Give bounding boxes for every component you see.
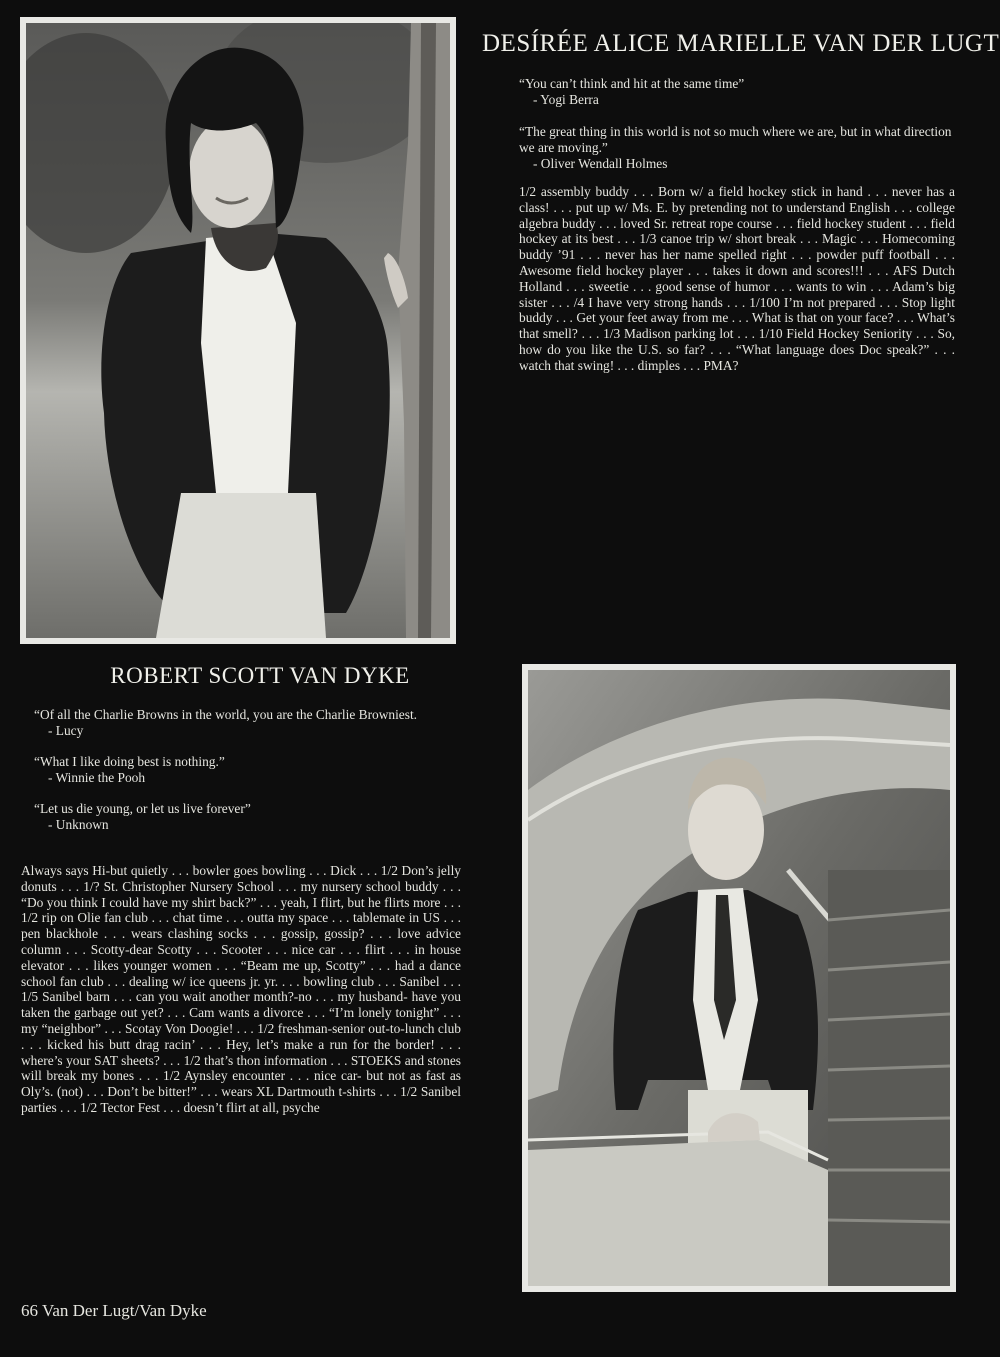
quote (519, 76, 956, 108)
quote (34, 801, 460, 833)
quote (34, 707, 460, 739)
quote-text: “Of all the Charlie Browns in the world, you are the Charlie Browniest. (34, 707, 418, 722)
portrait-image (26, 23, 450, 638)
quote-attribution: - Unknown (48, 817, 109, 832)
quotes-van-der-lugt (519, 76, 956, 188)
quote-text: “Let us die young, or let us live forever” (34, 801, 251, 816)
portrait-photo-van-der-lugt (20, 17, 456, 644)
page-footer: 66 Van Der Lugt/Van Dyke (21, 1301, 207, 1320)
quote-attribution: - Lucy (48, 723, 84, 738)
quote (519, 124, 956, 172)
portrait-photo-van-dyke (522, 664, 956, 1292)
quote-text: “What I like doing best is nothing.” (34, 754, 225, 769)
portrait-image (528, 670, 950, 1286)
quote-attribution: - Winnie the Pooh (48, 770, 146, 785)
quote-text: “The great thing in this world is not so much where we are, but in what direction we are moving.” (519, 124, 952, 155)
quote-attribution: - Oliver Wendall Holmes (533, 156, 668, 171)
student-name-van-der-lugt: DESÍRÉE ALICE MARIELLE VAN DER LUGT (482, 30, 1000, 57)
quote-attribution: - Yogi Berra (533, 92, 599, 107)
quotes-van-dyke (34, 707, 460, 848)
bio-van-der-lugt: 1/2 assembly buddy . . . Born w/ a field hockey stick in hand . . . never has a class! . . . put up w/ Ms. E. by pretending not to understand English . . . college algebra buddy . . . loved Sr. retreat rope course . . . field hockey student . . . field hockey at its best . . . 1/3 canoe trip w/ short break . . . Magic . . . Homecoming buddy ’91 . . . never has her name spelled right . . . powder puff football . . . Awesome field hockey player . . . takes it down and scores!!! . . . AFS Dutch Holland . . . sweetie . . . good sense of humor . . . wants to win . . . Adam’s big sister . . . /4 I have very strong hands . . . 1/100 I’m not prepared . . . Stop light buddy . . . Get your feet away from me . . . What is that on your face? . . . What’s that smell? . . . 1/3 Madison parking lot . . . 1/10 Field Hockey Seniority . . . So, how do you like the U.S. so far? . . . “What language does Doc speak?” . . . watch that swing! . . . dimples . . . PMA? (519, 184, 955, 373)
bio-van-dyke: Always says Hi-but quietly . . . bowler goes bowling . . . Dick . . . 1/2 Don’s jelly donuts . . . 1/? St. Christopher Nursery School . . . my nursery school buddy . . . “Do you think I could have my shirt back?” . . . yeah, I flirt, but he flirts more . . . 1/2 rip on Olie fan club . . . chat time . . . outta my space . . . tablemate in US . . . pen blackhole . . . wears clashing socks . . . gossip, gossip? . . . love advice column . . . Scotty-dear Scotty . . . Scooter . . . nice car . . . flirt . . . in house elevator . . . likes younger women . . . “Beam me up, Scotty” . . . had a dance school fan club . . . dealing w/ ice queens jr. yr. . . . bowling club . . . Sanibel . . . 1/5 Sanibel barn . . . can you wait another month?-no . . . my husband- have you taken the garbage out yet? . . . Cam wants a divorce . . . “I’m lonely tonight” . . . my “neighbor” . . . Scotay Von Doogie! . . . 1/2 freshman-senior out-to-lunch club . . . kicked his butt drag racin’ . . . Hey, let’s make a run for the border! . . . where’s your SAT sheets? . . . 1/2 that’s thon information . . . STOEKS and stones will break my bones . . . 1/2 Aynsley encounter . . . nice car- but not as fast as Oly’s. (not) . . . Don’t be bitter!” . . . wears XL Dartmouth t-shirts . . . 1/2 Sanibel parties . . . 1/2 Tector Fest . . . doesn’t flirt at all, psyche (21, 863, 461, 1115)
student-name-van-dyke: ROBERT SCOTT VAN DYKE (110, 663, 410, 688)
quote-text: “You can’t think and hit at the same time” (519, 76, 745, 91)
quote (34, 754, 460, 786)
